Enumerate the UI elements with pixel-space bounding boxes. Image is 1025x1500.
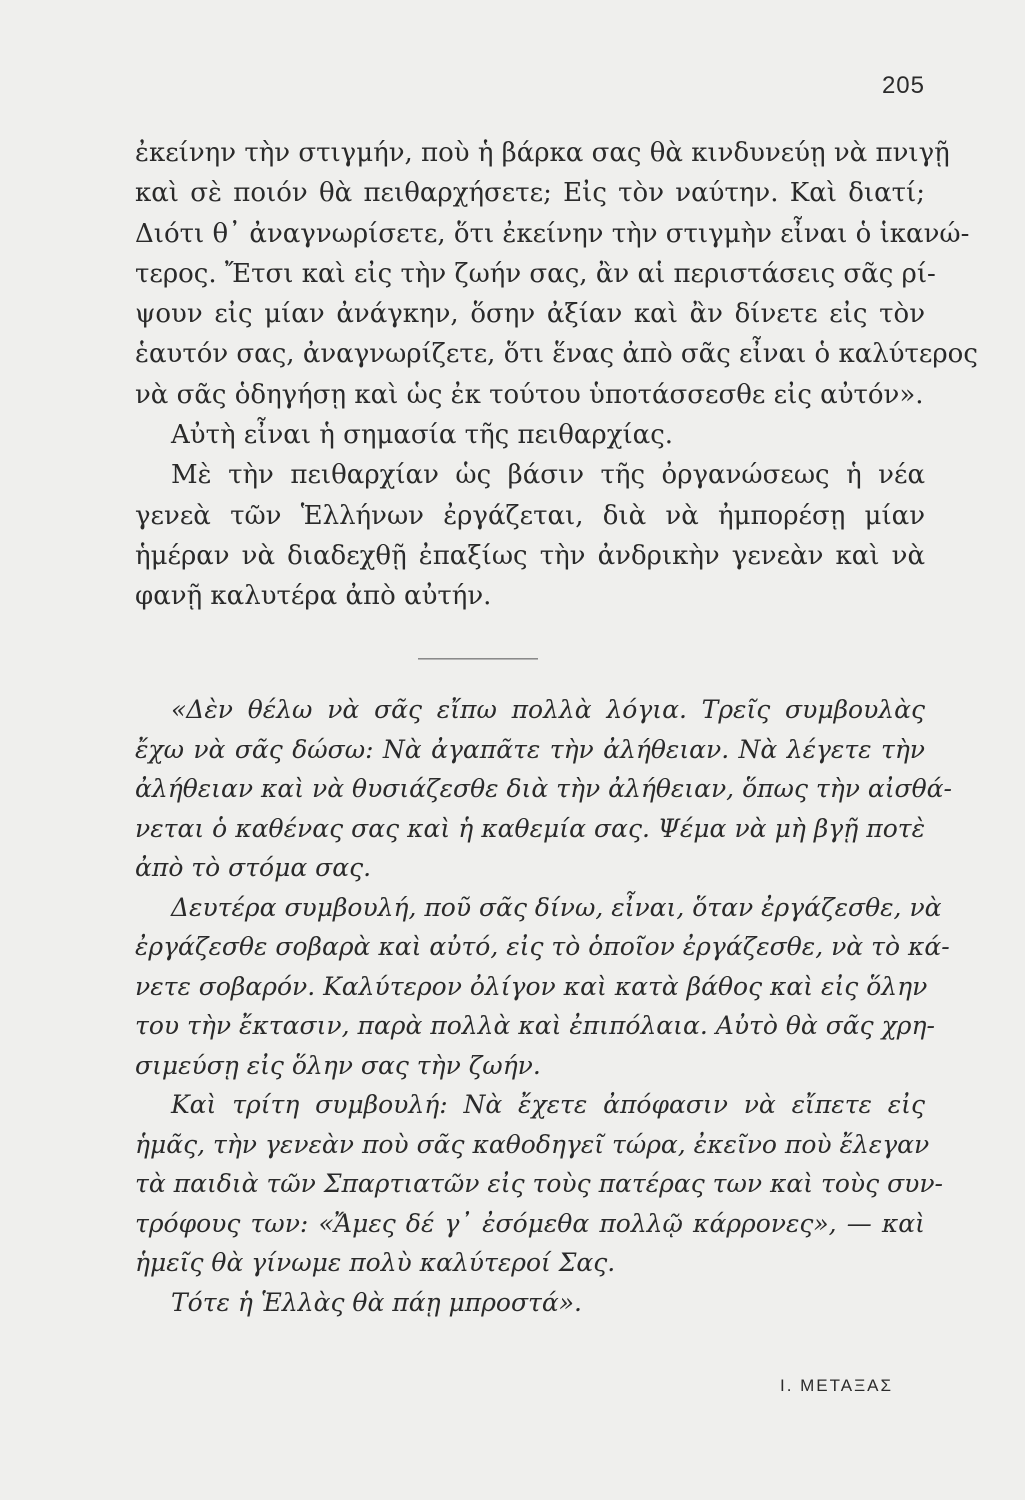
text-line: φανῇ καλυτέρα ἀπὸ αὐτήν. bbox=[135, 581, 492, 612]
text-line: Καὶ τρίτη συμβουλή: Νὰ ἔχετε ἀπόφασιν νὰ εἴπετε εἰς bbox=[171, 1090, 925, 1119]
paragraph bbox=[135, 133, 978, 415]
text-line: ἡμέραν νὰ διαδεχθῇ ἐπαξίως τὴν ἀνδρικὴν γενεὰν καὶ νὰ bbox=[135, 540, 925, 571]
paragraph bbox=[135, 1283, 925, 1323]
text-line: Αὐτὴ εἶναι ἡ σημασία τῆς πειθαρχίας. bbox=[171, 420, 674, 451]
text-line: ἀλήθειαν καὶ νὰ θυσιάζεσθε διὰ τὴν ἀλήθειαν, ὅπως τὴν αἰσθά- bbox=[135, 774, 952, 803]
text-line: Διότι θ᾽ ἀναγνωρίσετε, ὅτι ἐκείνην τὴν στιγμὴν εἶναι ὁ ἱκανώ- bbox=[135, 218, 970, 249]
text-line: γενεὰ τῶν Ἑλλήνων ἐργάζεται, διὰ νὰ ἠμπορέσῃ μίαν bbox=[135, 500, 925, 531]
text-line: ἡμεῖς θὰ γίνωμε πολὺ καλύτεροί Σας. bbox=[135, 1248, 616, 1277]
text-line: ἑαυτόν σας, ἀναγνωρίζετε, ὅτι ἕνας ἀπὸ σᾶς εἶναι ὁ καλύτερος bbox=[135, 339, 978, 370]
paragraph bbox=[135, 455, 925, 616]
paragraph bbox=[135, 415, 925, 455]
text-line: τρόφους των: «Ἄμες δέ γ᾽ ἐσόμεθα πολλῷ κάρρονες», — καὶ bbox=[135, 1208, 925, 1238]
text-line: Δευτέρα συμβουλή, ποῦ σᾶς δίνω, εἶναι, ὅταν ἐργάζεσθε, νὰ bbox=[171, 892, 942, 922]
page-number: 205 bbox=[881, 72, 925, 99]
section-divider bbox=[418, 658, 538, 660]
text-line: ἔχω νὰ σᾶς δώσω: Νὰ ἀγαπᾶτε τὴν ἀλήθειαν. Νὰ λέγετε τὴν bbox=[135, 734, 925, 764]
text-line: ἐκείνην τὴν στιγμήν, ποὺ ἡ βάρκα σας θὰ κινδυνεύῃ νὰ πνιγῇ bbox=[135, 138, 950, 168]
text-line: καὶ σὲ ποιόν θὰ πειθαρχήσετε; Εἰς τὸν ναύτην. Καὶ διατί; bbox=[135, 178, 925, 209]
text-line: ἐργάζεσθε σοβαρὰ καὶ αὐτό, εἰς τὸ ὁποῖον ἐργάζεσθε, νὰ τὸ κά- bbox=[135, 932, 950, 961]
text-line: «Δὲν θέλω νὰ σᾶς εἴπω πολλὰ λόγια. Τρεῖς συμβουλὰς bbox=[171, 695, 925, 724]
text-line: Τότε ἡ Ἑλλὰς θὰ πάῃ μπροστά». bbox=[171, 1287, 582, 1317]
text-line: ψουν εἰς μίαν ἀνάγκην, ὅσην ἀξίαν καὶ ἂν δίνετε εἰς τὸν bbox=[135, 299, 925, 330]
paragraph bbox=[135, 690, 952, 888]
text-line: τερος. Ἔτσι καὶ εἰς τὴν ζωήν σας, ἂν αἱ περιστάσεις σᾶς ρί- bbox=[135, 258, 936, 289]
text-line: σιμεύσῃ εἰς ὅλην σας τὴν ζωήν. bbox=[135, 1050, 541, 1080]
paragraph bbox=[135, 1085, 943, 1283]
quote-text bbox=[135, 690, 952, 1322]
author-signature: Ι. ΜΕΤΑΞΑΣ bbox=[779, 1376, 893, 1395]
main-text bbox=[135, 133, 978, 617]
text-line: Μὲ τὴν πειθαρχίαν ὡς βάσιν τῆς ὀργανώσεως ἡ νέα bbox=[171, 460, 925, 491]
text-line: νὰ σᾶς ὁδηγήσῃ καὶ ὡς ἐκ τούτου ὑποτάσσεσθε εἰς αὐτόν». bbox=[135, 379, 924, 410]
text-line: του τὴν ἔκτασιν, παρὰ πολλὰ καὶ ἐπιπόλαια. Αὐτὸ θὰ σᾶς χρη- bbox=[135, 1011, 935, 1040]
text-line: ἡμᾶς, τὴν γενεὰν ποὺ σᾶς καθοδηγεῖ τώρα, ἐκεῖνο ποὺ ἔλεγαν bbox=[135, 1129, 930, 1159]
text-line: νεται ὁ καθένας σας καὶ ἡ καθεμία σας. Ψέμα νὰ μὴ βγῇ ποτὲ bbox=[135, 813, 925, 843]
signature-area bbox=[0, 1360, 1025, 1420]
text-line: τὰ παιδιὰ τῶν Σπαρτιατῶν εἰς τοὺς πατέρας των καὶ τοὺς συν- bbox=[135, 1169, 943, 1198]
paragraph bbox=[135, 888, 950, 1086]
text-line: ἀπὸ τὸ στόμα σας. bbox=[135, 853, 372, 882]
text-line: νετε σοβαρόν. Καλύτερον ὀλίγον καὶ κατὰ βάθος καὶ εἰς ὅλην bbox=[135, 971, 928, 1001]
